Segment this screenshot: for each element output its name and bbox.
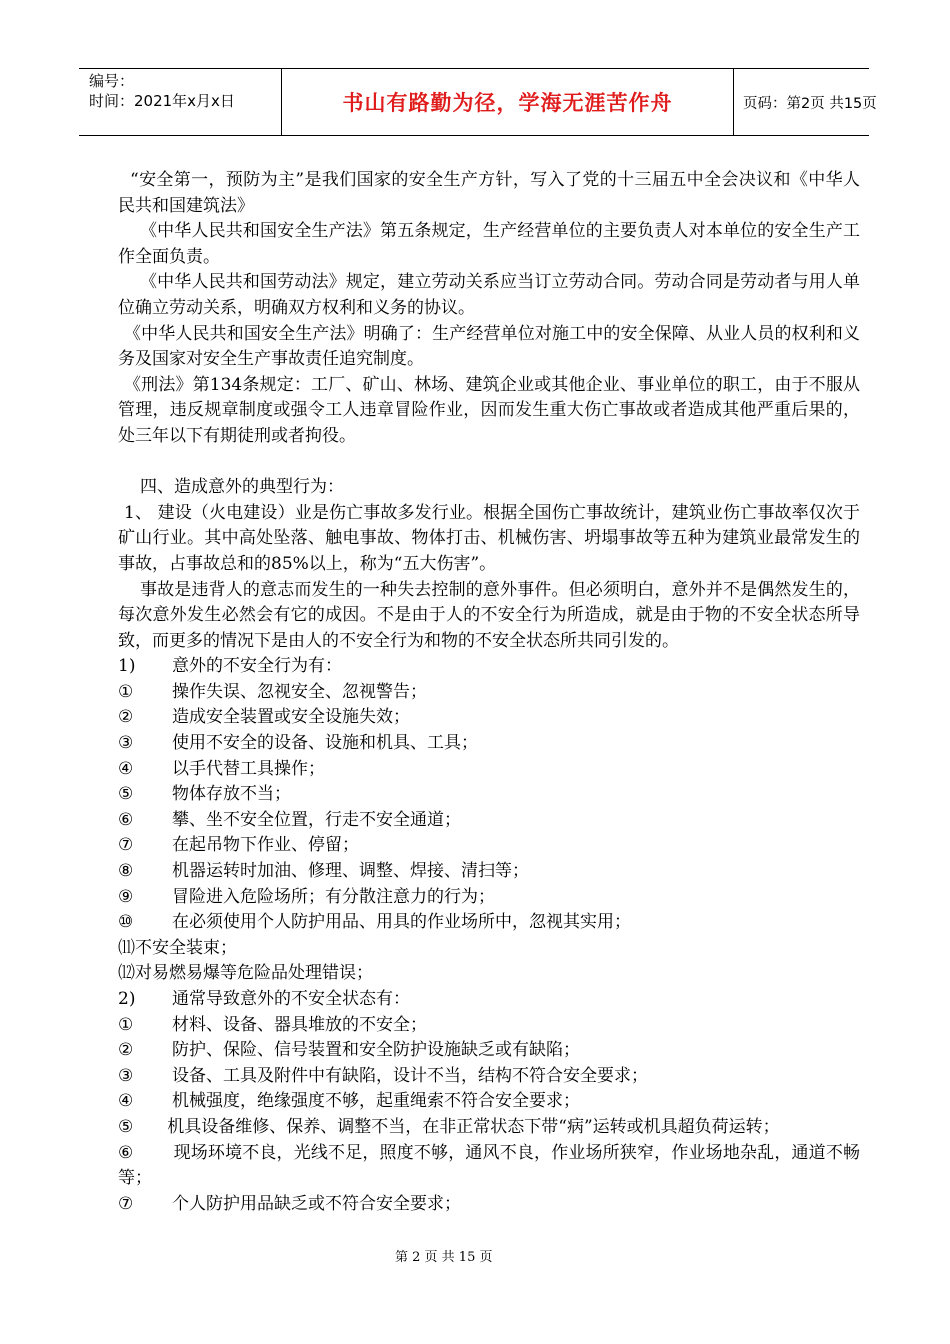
list-item <box>118 936 860 962</box>
list-item <box>118 1038 860 1064</box>
section-title: 四、造成意外的典型行为： <box>140 477 344 498</box>
list-item-text: 冒险进入危险场所；有分散注意力的行为； <box>172 886 495 907</box>
list-item-text: 在必须使用个人防护用品、用具的作业场所中，忽视其实用； <box>172 912 631 933</box>
list-item <box>118 1064 860 1090</box>
list-heading-unsafe-behaviors <box>118 654 860 680</box>
list-item <box>118 782 860 808</box>
section-paragraph-2: 事故是违背人的意志而发生的一种失去控制的意外事件。但必须明白，意外并不是偶然发生的，每次意外发生必然会有它的成因。不是由于人的不安全行为所造成，就是由于物的不安全状态所导致，而更多的情况下是由人的不安全行为和物的不安全状态所共同引发的。 <box>118 579 860 651</box>
list-heading-text: 通常导致意外的不安全状态有： <box>172 989 410 1009</box>
list-item-text: 操作失误、忽视安全、忽视警告； <box>172 681 427 702</box>
list-item-number: ⑦ <box>118 835 134 856</box>
list-item-number: ⑿ <box>118 963 135 984</box>
list-item-number: ⑦ <box>118 1193 134 1214</box>
list-item <box>118 808 860 834</box>
list-item-number: ④ <box>118 758 134 779</box>
list-item <box>118 859 860 885</box>
list-item-text: 造成安全装置或安全设施失效； <box>172 707 410 728</box>
list-item-text: 设备、工具及附件中有缺陷，设计不当，结构不符合安全要求； <box>172 1065 648 1086</box>
list-item-number: ④ <box>118 1091 134 1112</box>
list-item-text: 使用不安全的设备、设施和机具、工具； <box>172 733 478 754</box>
list-item <box>118 757 860 783</box>
list-item <box>118 1192 860 1218</box>
list-item-number: ⑧ <box>118 861 134 882</box>
list-item-text: 机具设备维修、保养、调整不当，在非正常状态下带“病”运转或机具超负荷运转； <box>167 1116 780 1137</box>
header-page-info: 页码：第2页 共15页 <box>743 95 877 112</box>
list-number: 2) <box>118 989 136 1009</box>
list-item <box>118 1141 860 1192</box>
list-item-text: 以手代替工具操作； <box>172 758 325 779</box>
list-item <box>118 833 860 859</box>
list-item-number: ⑨ <box>118 886 134 907</box>
list-item-number: ② <box>118 1040 134 1061</box>
list-item-number: ⑩ <box>118 912 134 933</box>
paragraph-labor-law: 《中华人民共和国劳动法》规定，建立劳动关系应当订立劳动合同。劳动合同是劳动者与用人单位确立劳动关系，明确双方权利和义务的协议。 <box>118 272 860 318</box>
list-item <box>118 910 860 936</box>
list-item-number: ⑾ <box>118 937 135 958</box>
list-number: 1) <box>118 656 136 677</box>
page-header <box>79 68 877 136</box>
paragraph-safety-law: 《中华人民共和国安全生产法》明确了：生产经营单位对施工中的安全保障、从业人员的权利和义务及国家对安全生产事故责任追究制度。 <box>118 323 860 370</box>
list-item-number: ⑥ <box>118 809 134 830</box>
list-item <box>118 1089 860 1115</box>
list-item-text: 物体存放不当； <box>172 784 291 805</box>
list-item-text: 在起吊物下作业、停留； <box>172 835 359 856</box>
list-item-text: 机器运转时加油、修理、调整、焊接、清扫等； <box>172 861 529 882</box>
paragraph-safety-law-article5: 《中华人民共和国安全生产法》第五条规定，生产经营单位的主要负责人对本单位的安全生产工作全面负责。 <box>118 221 860 267</box>
list-item <box>118 680 860 706</box>
list-item <box>118 705 860 731</box>
list-item-text: 对易燃易爆等危险品处理错误； <box>135 963 373 984</box>
list-item <box>118 961 860 987</box>
list-item <box>118 885 860 911</box>
list-heading-text: 意外的不安全行为有： <box>172 656 342 677</box>
list-heading-unsafe-states <box>118 987 860 1013</box>
paragraph-criminal-law: 《刑法》第134条规定：工厂、矿山、林场、建筑企业或其他企业、事业单位的职工，由于不服从管理，违反规章制度或强令工人违章冒险作业，因而发生重大伤亡事故或者造成其他严重后果的，处三年以下有期徒刑或者拘役。 <box>118 374 860 446</box>
list-item-text: 机械强度，绝缘强度不够，起重绳索不符合安全要求； <box>172 1091 580 1112</box>
list-item-text: 攀、坐不安全位置，行走不安全通道； <box>172 809 461 830</box>
document-body <box>118 168 860 1217</box>
paragraph-safety-policy: “安全第一，预防为主”是我们国家的安全生产方针，写入了党的十三届五中全会决议和《中华人民共和国建筑法》 <box>118 170 860 216</box>
date-label: 时间：2021年x月x日 <box>89 92 235 110</box>
list-item-text: 材料、设备、器具堆放的不安全； <box>172 1014 427 1035</box>
list-item-number: ⑤ <box>118 1116 134 1137</box>
page-footer: 第 2 页 共 15 页 <box>395 1250 493 1265</box>
serial-number-label: 编号： <box>89 72 135 90</box>
list-item-number: ① <box>118 1014 134 1035</box>
list-item-number: ③ <box>118 1065 134 1086</box>
header-motto: 书山有路勤为径，学海无涯苦作舟 <box>282 69 734 135</box>
section-paragraph-1: 1、 建设（火电建设）业是伤亡事故多发行业。根据全国伤亡事故统计，建筑业伤亡事故率仅次于矿山行业。其中高处坠落、触电事故、物体打击、机械伤害、坍塌事故等五种为建筑业最常发生的事故，占事故总和的85%以上，称为“五大伤害”。 <box>118 502 860 574</box>
list-item-number: ① <box>118 681 134 702</box>
list-item <box>118 731 860 757</box>
list-item-text: 防护、保险、信号装置和安全防护设施缺乏或有缺陷； <box>172 1040 580 1061</box>
list-item-number: ⑤ <box>118 784 134 805</box>
list-item-number: ③ <box>118 733 134 754</box>
list-item-text: 个人防护用品缺乏或不符合安全要求； <box>172 1193 461 1214</box>
header-meta-cell <box>79 69 282 135</box>
list-item-number: ⑥ <box>118 1142 134 1163</box>
list-item <box>118 1013 860 1039</box>
list-item-text: 现场环境不良，光线不足，照度不够，通风不良，作业场所狭窄，作业场地杂乱，通道不畅等； <box>118 1142 860 1189</box>
list-item <box>118 1115 860 1141</box>
list-item-text: 不安全装束； <box>135 937 237 958</box>
list-item-number: ② <box>118 707 134 728</box>
